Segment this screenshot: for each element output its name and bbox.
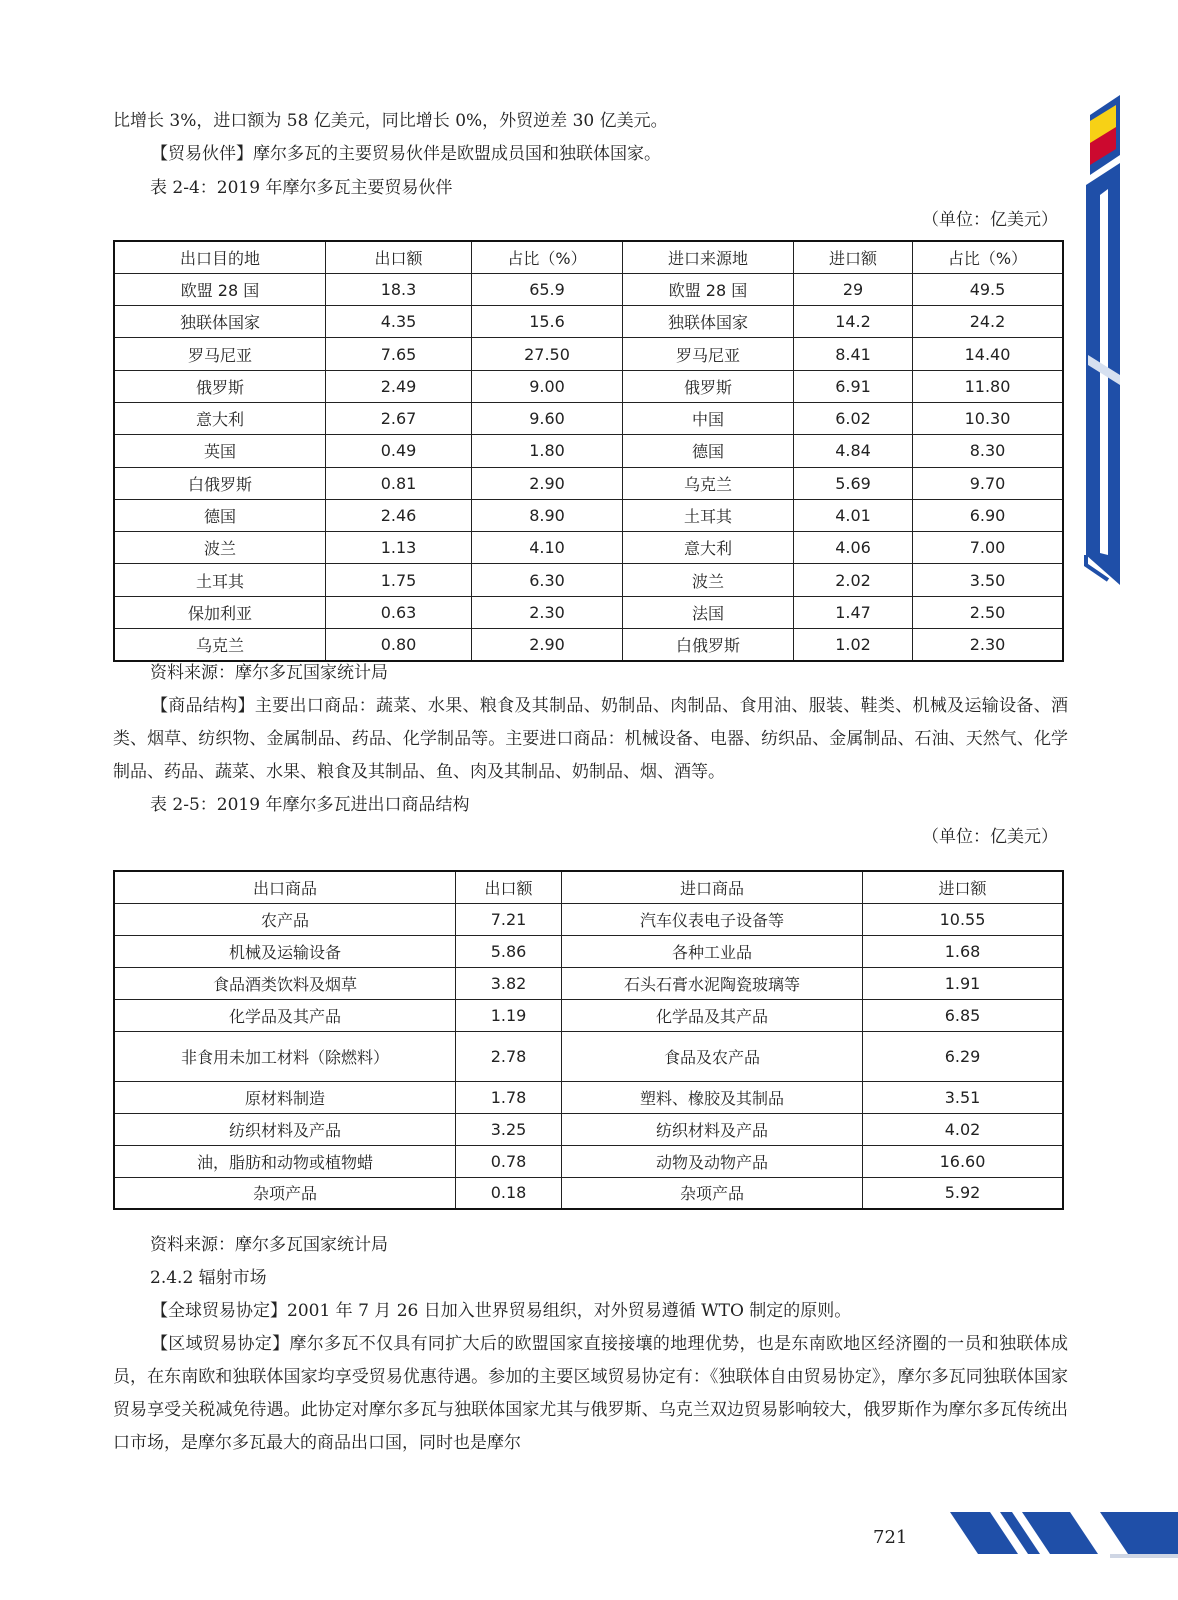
- cell: 0.81: [326, 467, 472, 499]
- cell: 14.40: [913, 338, 1064, 370]
- table2-caption: 表 2-5：2019 年摩尔多瓦进出口商品结构: [150, 795, 470, 815]
- table-row: [114, 999, 1063, 1031]
- cell: 3.50: [913, 564, 1064, 596]
- cell: 食品酒类饮料及烟草: [114, 967, 456, 999]
- cell: 法国: [623, 596, 794, 628]
- cell: 农产品: [114, 903, 456, 935]
- table-row: [114, 629, 1063, 661]
- cell: 油，脂肪和动物或植物蜡: [114, 1145, 456, 1177]
- regional-trade-paragraph: 【区域贸易协定】摩尔多瓦不仅具有同扩大后的欧盟国家直接接壤的地理优势，也是东南欧地区经济圈的一员和独联体成员，在东南欧和独联体国家均享受贸易优惠待遇。参加的主要区域贸易协定有：《独联体自由贸易协定》，摩尔多瓦同独联体国家贸易享受关税减免待遇。此协定对摩尔多瓦与独联体国家尤其与俄罗斯、乌克兰双边贸易影响较大，俄罗斯作为摩尔多瓦传统出口市场，是摩尔多瓦最大的商品出口国，同时也是摩尔: [113, 1334, 1068, 1453]
- intro-line: 比增长 3%，进口额为 58 亿美元，同比增长 0%，外贸逆差 30 亿美元。: [113, 111, 668, 131]
- cell: 0.18: [456, 1177, 562, 1209]
- table-row: [114, 273, 1063, 305]
- cell: 塑料、橡胶及其制品: [562, 1081, 863, 1113]
- cell: 65.9: [472, 273, 623, 305]
- table2-unit: （单位：亿美元）: [922, 827, 1058, 847]
- cell: 7.00: [913, 532, 1064, 564]
- cell: 英国: [114, 435, 326, 467]
- table-row: [114, 402, 1063, 434]
- header-cell: 占比（%）: [913, 241, 1064, 273]
- cell: 16.60: [863, 1145, 1064, 1177]
- cell: 29: [794, 273, 913, 305]
- header-cell: 占比（%）: [472, 241, 623, 273]
- cell: 纺织材料及产品: [114, 1113, 456, 1145]
- cell: 10.30: [913, 402, 1064, 434]
- table-row: [114, 967, 1063, 999]
- cell: 波兰: [623, 564, 794, 596]
- cell: 原材料制造: [114, 1081, 456, 1113]
- header-cell: 进口来源地: [623, 241, 794, 273]
- cell: 1.91: [863, 967, 1064, 999]
- cell: 1.78: [456, 1081, 562, 1113]
- cell: 6.91: [794, 370, 913, 402]
- cell: 6.90: [913, 499, 1064, 531]
- cell: 2.90: [472, 629, 623, 661]
- table-row: [114, 1177, 1063, 1209]
- table-row: [114, 467, 1063, 499]
- table-row: [114, 532, 1063, 564]
- global-trade-paragraph: 【全球贸易协定】2001 年 7 月 26 日加入世界贸易组织，对外贸易遵循 WTO 制定的原则。: [151, 1301, 852, 1321]
- cell: 2.02: [794, 564, 913, 596]
- cell: 2.50: [913, 596, 1064, 628]
- cell: 5.92: [863, 1177, 1064, 1209]
- cell: 27.50: [472, 338, 623, 370]
- table-row: [114, 1031, 1063, 1081]
- cell: 白俄罗斯: [114, 467, 326, 499]
- cell: 罗马尼亚: [623, 338, 794, 370]
- cell: 2.90: [472, 467, 623, 499]
- cell: 49.5: [913, 273, 1064, 305]
- cell: 8.30: [913, 435, 1064, 467]
- cell: 杂项产品: [562, 1177, 863, 1209]
- table-row: [114, 499, 1063, 531]
- cell: 6.02: [794, 402, 913, 434]
- cell: 俄罗斯: [623, 370, 794, 402]
- table-row: [114, 935, 1063, 967]
- table-row: [114, 596, 1063, 628]
- table2-source: 资料来源：摩尔多瓦国家统计局: [150, 1235, 388, 1255]
- cell: 9.60: [472, 402, 623, 434]
- cell: 石头石膏水泥陶瓷玻璃等: [562, 967, 863, 999]
- cell: 独联体国家: [623, 306, 794, 338]
- cell: 俄罗斯: [114, 370, 326, 402]
- cell: 5.69: [794, 467, 913, 499]
- table-row: [114, 1113, 1063, 1145]
- cell: 4.84: [794, 435, 913, 467]
- cell: 7.65: [326, 338, 472, 370]
- cell: 8.41: [794, 338, 913, 370]
- cell: 9.70: [913, 467, 1064, 499]
- table-header-row: [114, 241, 1063, 273]
- cell: 18.3: [326, 273, 472, 305]
- cell: 10.55: [863, 903, 1064, 935]
- cell: 德国: [623, 435, 794, 467]
- table-row: [114, 370, 1063, 402]
- cell: 1.75: [326, 564, 472, 596]
- cell: 动物及动物产品: [562, 1145, 863, 1177]
- cell: 非食用未加工材料（除燃料）: [114, 1031, 456, 1081]
- cell: 9.00: [472, 370, 623, 402]
- cell: 汽车仪表电子设备等: [562, 903, 863, 935]
- cell: 2.78: [456, 1031, 562, 1081]
- partners-paragraph: 【贸易伙伴】摩尔多瓦的主要贸易伙伴是欧盟成员国和独联体国家。: [151, 144, 661, 164]
- cell: 4.35: [326, 306, 472, 338]
- cell: 土耳其: [114, 564, 326, 596]
- cell: 4.10: [472, 532, 623, 564]
- section-title: 2.4.2 辐射市场: [150, 1268, 267, 1288]
- commodity-structure-table: [113, 870, 1064, 1210]
- cell: 6.85: [863, 999, 1064, 1031]
- table-row: [114, 435, 1063, 467]
- cell: 1.19: [456, 999, 562, 1031]
- cell: 3.82: [456, 967, 562, 999]
- footer-decoration: [950, 1510, 1178, 1560]
- table-row: [114, 1145, 1063, 1177]
- cell: 3.25: [456, 1113, 562, 1145]
- cell: 中国: [623, 402, 794, 434]
- cell: 化学品及其产品: [114, 999, 456, 1031]
- table-row: [114, 564, 1063, 596]
- table-row: [114, 1081, 1063, 1113]
- cell: 3.51: [863, 1081, 1064, 1113]
- cell: 食品及农产品: [562, 1031, 863, 1081]
- table1-caption: 表 2-4：2019 年摩尔多瓦主要贸易伙伴: [150, 178, 453, 198]
- cell: 罗马尼亚: [114, 338, 326, 370]
- cell: 4.02: [863, 1113, 1064, 1145]
- commodity-paragraph: 【商品结构】主要出口商品：蔬菜、水果、粮食及其制品、奶制品、肉制品、食用油、服装、鞋类、机械及运输设备、酒类、烟草、纺织物、金属制品、药品、化学制品等。主要进口商品：机械设备、电器、纺织品、金属制品、石油、天然气、化学制品、药品、蔬菜、水果、粮食及其制品、鱼、肉及其制品、奶制品、烟、酒等。: [113, 696, 1068, 782]
- cell: 欧盟 28 国: [623, 273, 794, 305]
- cell: 0.80: [326, 629, 472, 661]
- table1-source: 资料来源：摩尔多瓦国家统计局: [150, 663, 388, 683]
- cell: 0.49: [326, 435, 472, 467]
- cell: 1.47: [794, 596, 913, 628]
- cell: 意大利: [114, 402, 326, 434]
- header-cell: 出口额: [456, 871, 562, 903]
- cell: 乌克兰: [114, 629, 326, 661]
- cell: 意大利: [623, 532, 794, 564]
- cell: 11.80: [913, 370, 1064, 402]
- cell: 2.30: [472, 596, 623, 628]
- cell: 1.68: [863, 935, 1064, 967]
- cell: 6.30: [472, 564, 623, 596]
- cell: 独联体国家: [114, 306, 326, 338]
- cell: 24.2: [913, 306, 1064, 338]
- header-cell: 出口额: [326, 241, 472, 273]
- header-cell: 进口额: [794, 241, 913, 273]
- cell: 4.01: [794, 499, 913, 531]
- cell: 1.13: [326, 532, 472, 564]
- table-row: [114, 338, 1063, 370]
- page-number: 721: [873, 1527, 908, 1548]
- cell: 德国: [114, 499, 326, 531]
- table-row: [114, 903, 1063, 935]
- cell: 白俄罗斯: [623, 629, 794, 661]
- cell: 6.29: [863, 1031, 1064, 1081]
- cell: 14.2: [794, 306, 913, 338]
- cell: 欧盟 28 国: [114, 273, 326, 305]
- cell: 15.6: [472, 306, 623, 338]
- cell: 0.63: [326, 596, 472, 628]
- cell: 1.02: [794, 629, 913, 661]
- header-cell: 进口额: [863, 871, 1064, 903]
- table-row: [114, 306, 1063, 338]
- table1-unit: （单位：亿美元）: [922, 210, 1058, 230]
- trade-partners-table: [113, 240, 1064, 662]
- cell: 0.78: [456, 1145, 562, 1177]
- cell: 1.80: [472, 435, 623, 467]
- side-decoration: [1078, 85, 1178, 585]
- cell: 机械及运输设备: [114, 935, 456, 967]
- cell: 2.67: [326, 402, 472, 434]
- cell: 8.90: [472, 499, 623, 531]
- cell: 7.21: [456, 903, 562, 935]
- cell: 各种工业品: [562, 935, 863, 967]
- cell: 波兰: [114, 532, 326, 564]
- cell: 保加利亚: [114, 596, 326, 628]
- cell: 2.30: [913, 629, 1064, 661]
- table-header-row: [114, 871, 1063, 903]
- cell: 2.46: [326, 499, 472, 531]
- header-cell: 出口商品: [114, 871, 456, 903]
- cell: 化学品及其产品: [562, 999, 863, 1031]
- cell: 4.06: [794, 532, 913, 564]
- cell: 纺织材料及产品: [562, 1113, 863, 1145]
- cell: 土耳其: [623, 499, 794, 531]
- cell: 5.86: [456, 935, 562, 967]
- header-cell: 进口商品: [562, 871, 863, 903]
- cell: 2.49: [326, 370, 472, 402]
- cell: 乌克兰: [623, 467, 794, 499]
- header-cell: 出口目的地: [114, 241, 326, 273]
- cell: 杂项产品: [114, 1177, 456, 1209]
